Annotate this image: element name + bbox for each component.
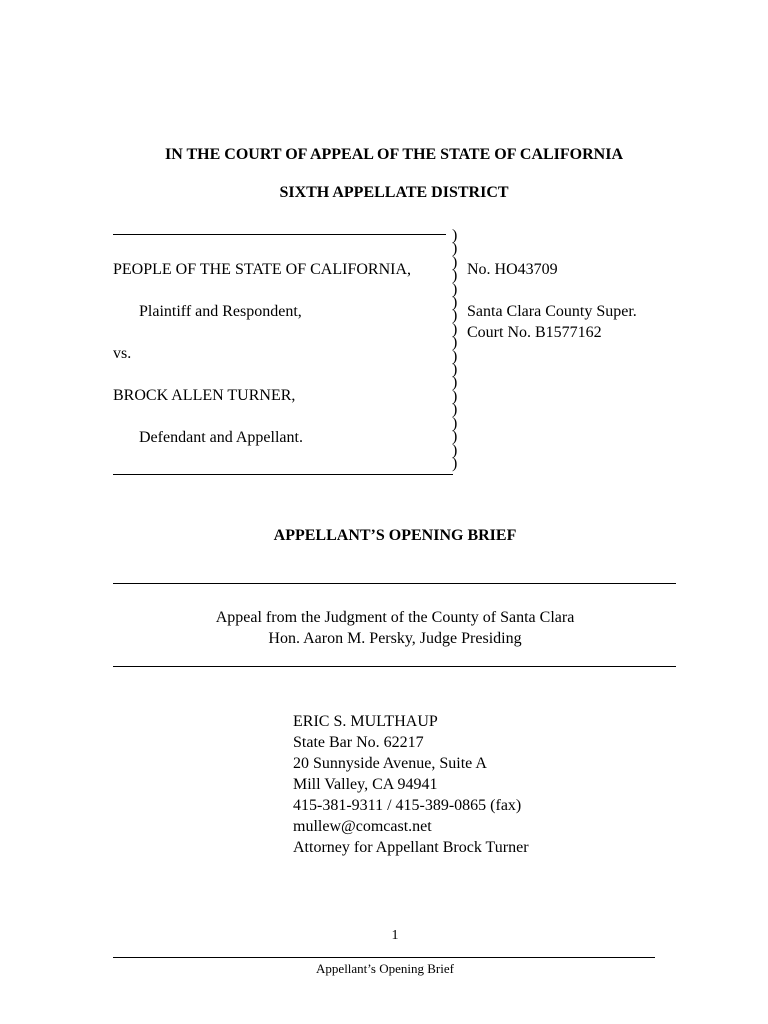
appeal-line-1: Appeal from the Judgment of the County of Santa Clara (215, 609, 575, 626)
attorney-address-2: Mill Valley, CA 94941 (293, 776, 438, 793)
footer-rule (113, 957, 655, 958)
defendant-name: BROCK ALLEN TURNER, (113, 387, 296, 404)
appeal-bottom-rule (113, 666, 676, 667)
plaintiff-name: PEOPLE OF THE STATE OF CALIFORNIA, (113, 261, 411, 278)
caption-bottom-rule (113, 474, 453, 475)
district-title: SIXTH APPELLATE DISTRICT (279, 184, 509, 201)
trial-court-line-2: Court No. B1577162 (467, 324, 602, 341)
attorney-name: ERIC S. MULTHAUP (293, 713, 438, 730)
versus-label: vs. (113, 345, 132, 362)
page-number: 1 (391, 928, 399, 943)
attorney-address-1: 20 Sunnyside Avenue, Suite A (293, 755, 487, 772)
footer-running-title: Appellant’s Opening Brief (316, 961, 454, 976)
court-title: IN THE COURT OF APPEAL OF THE STATE OF CALIFORNIA (164, 146, 624, 163)
brief-title: APPELLANT’S OPENING BRIEF (273, 527, 517, 544)
appeal-line-2: Hon. Aaron M. Persky, Judge Presiding (268, 630, 522, 647)
caption-top-rule (113, 234, 446, 235)
appeal-top-rule (113, 583, 676, 584)
plaintiff-role: Plaintiff and Respondent, (139, 303, 302, 320)
attorney-phone: 415-381-9311 / 415-389-0865 (fax) (293, 797, 522, 814)
attorney-role: Attorney for Appellant Brock Turner (293, 839, 529, 856)
case-number: No. HO43709 (467, 261, 558, 278)
defendant-role: Defendant and Appellant. (139, 429, 303, 446)
attorney-email: mullew@comcast.net (293, 818, 432, 835)
caption-divider: ) ) ) ) ) ) ) ) ) ) ) ) ) ) ) ) ) ) (452, 227, 458, 472)
trial-court-line-1: Santa Clara County Super. (467, 303, 637, 320)
attorney-bar-number: State Bar No. 62217 (293, 734, 424, 751)
attorney-block (293, 711, 529, 858)
